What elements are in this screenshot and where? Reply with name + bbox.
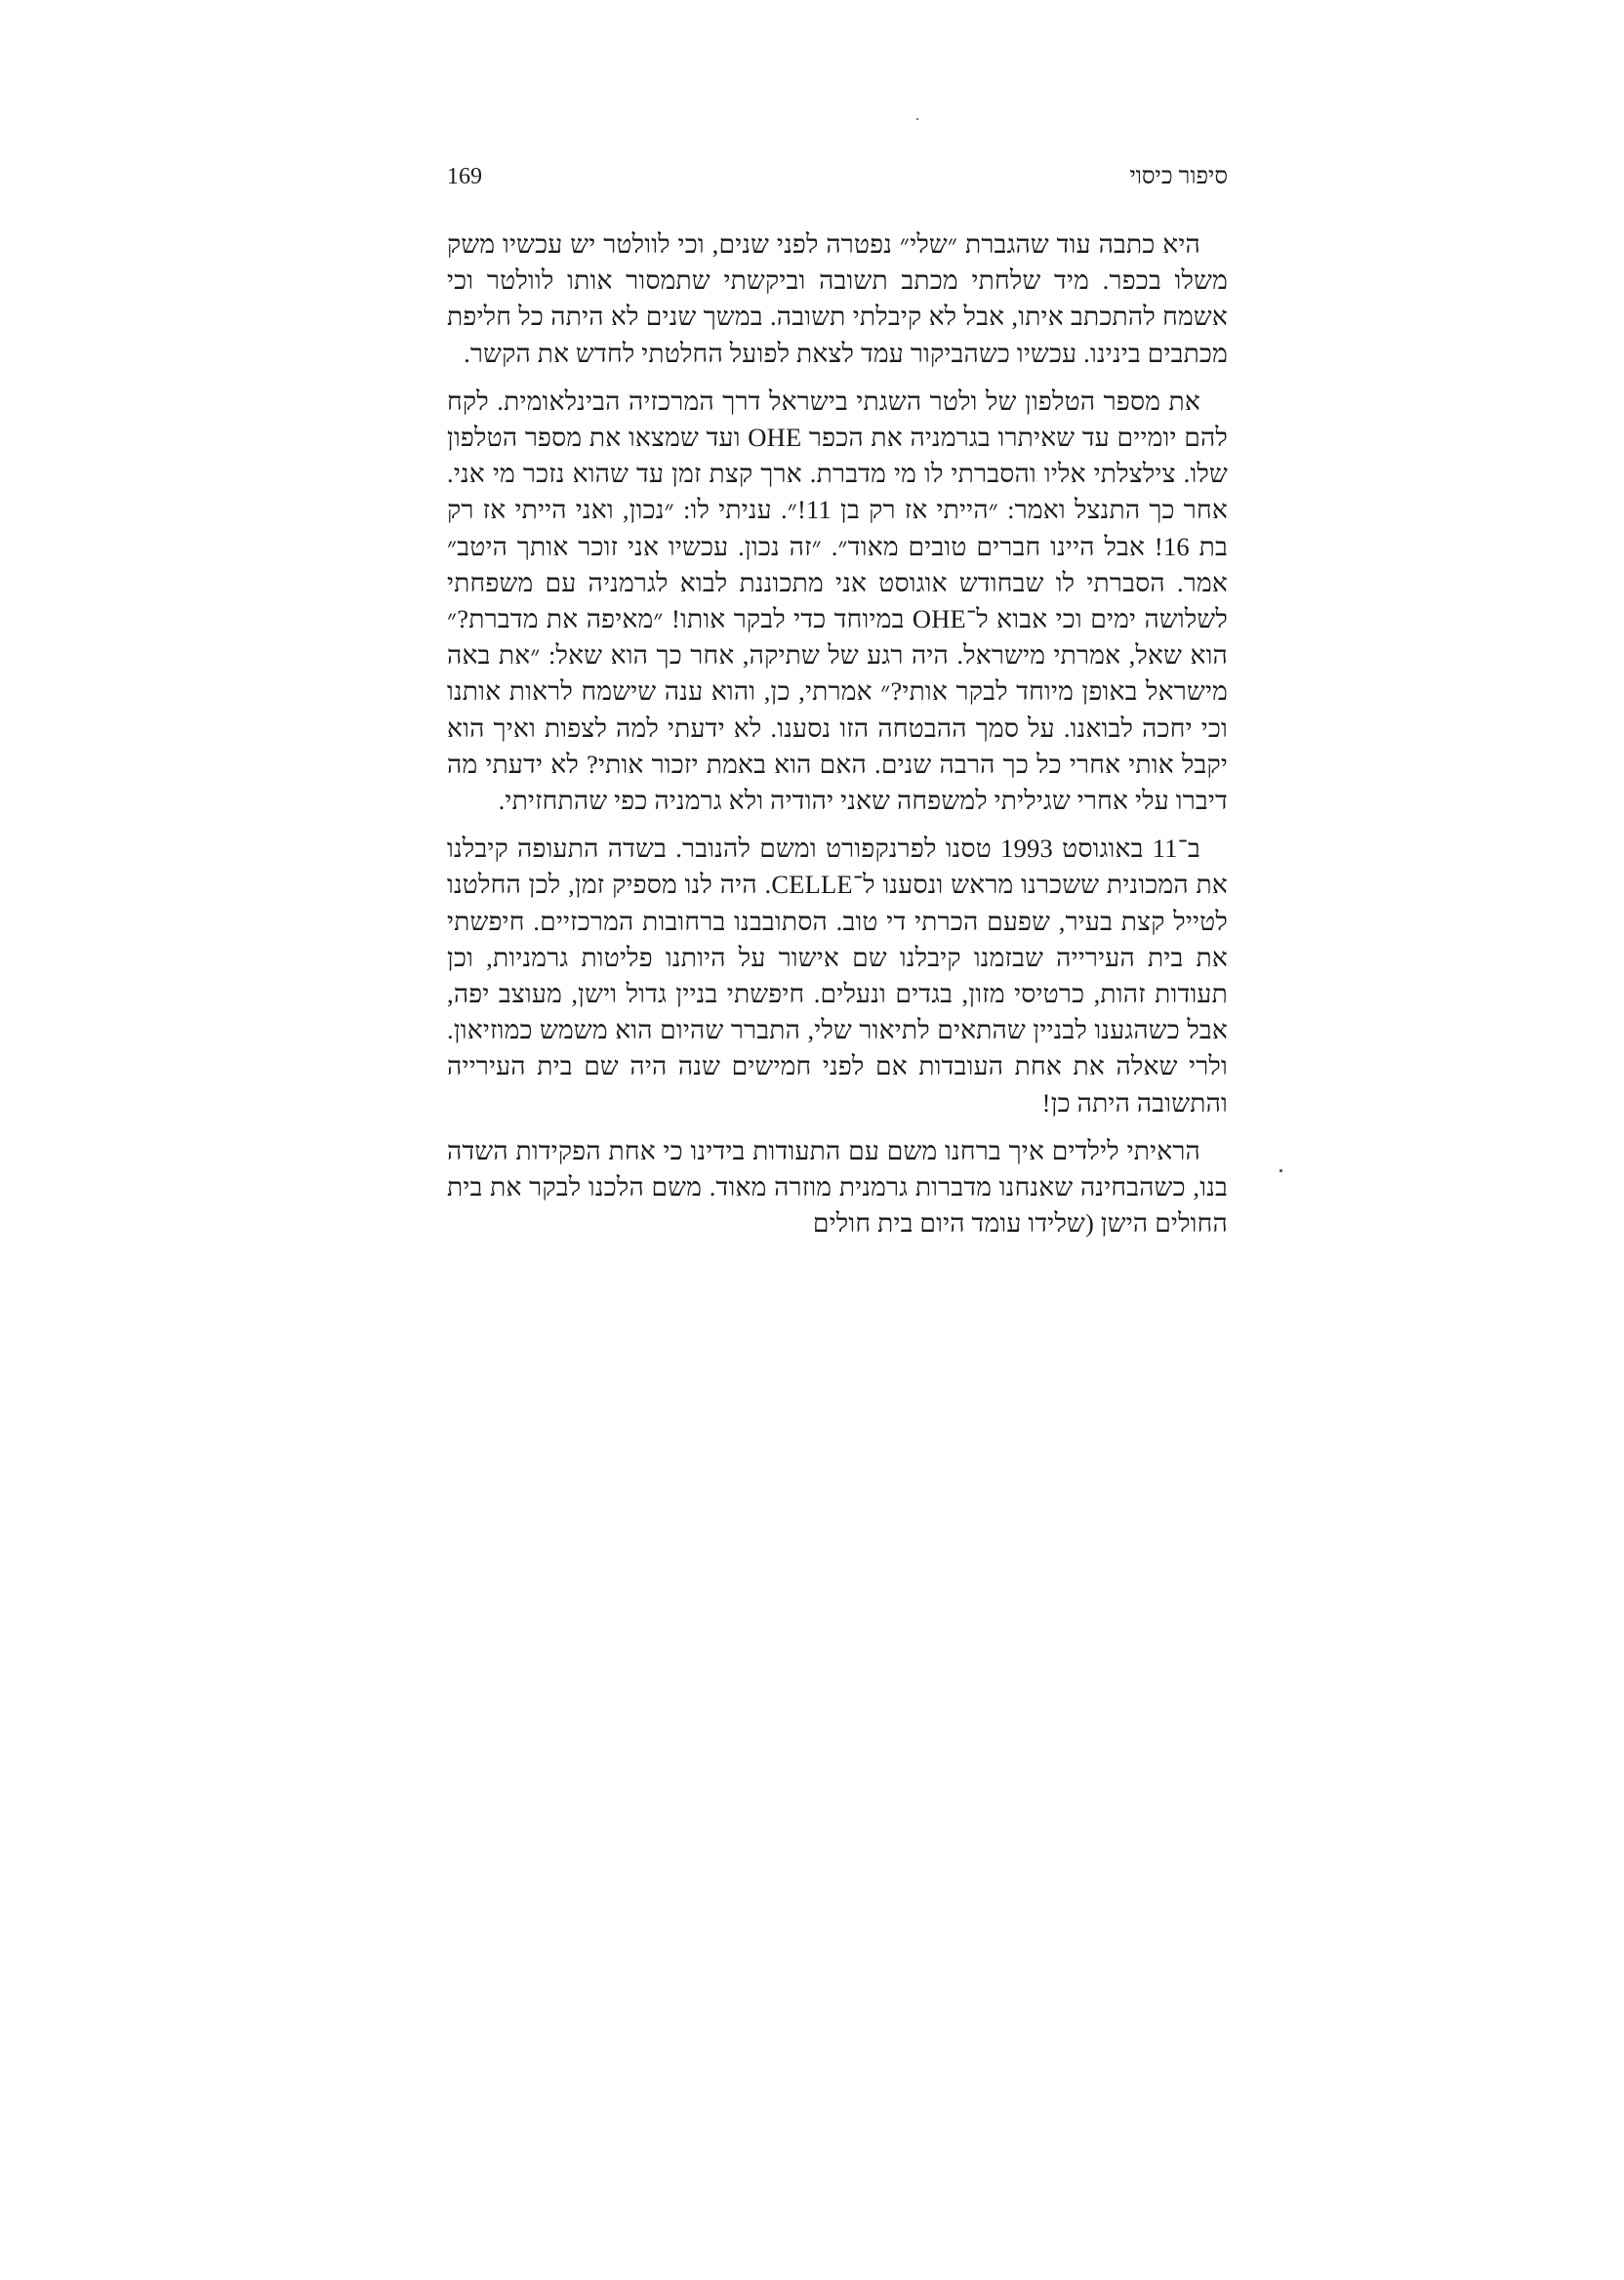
running-head: סיפור כיסוי <box>1129 164 1228 189</box>
page-header <box>447 164 1228 203</box>
body-text <box>447 226 1228 1253</box>
paragraph-3: ב־11 באוגוסט 1993 טסנו לפרנקפורט ומשם להנובר. בשדה התעופה קיבלנו את המכונית ששכרנו מראש ונסענו ל־CELLE. היה לנו מספיק זמן, לכן החלטנו לטייל קצת בעיר, שפעם הכרתי די טוב. הסתובבנו ברחובות המרכזיים. חיפשתי את בית העירייה שבזמנו קיבלנו שם אישור על היותנו פליטות גרמניות, וכן תעודות זהות, כרטיסי מזון, בגדים ונעלים. חיפשתי בניין גדול וישן, מעוצב יפה, אבל כשהגענו לבניין שהתאים לתיאור שלי, התברר שהיום הוא משמש כמוזיאון. ולרי שאלה את אחת העובדות אם לפני חמישים שנה היה שם בית העירייה והתשובה היתה כן! <box>447 834 1228 1118</box>
scan-mark <box>1279 1169 1282 1172</box>
paragraph-4: הראיתי לילדים איך ברחנו משם עם התעודות בידינו כי אחת הפקידות השדה בנו, כשהבחינה שאנחנו מדברות גרמנית מוזרה מאוד. משם הלכנו לבקר את בית החולים הישן (שלידו עומד היום בית חולים <box>447 1135 1228 1239</box>
paragraph-1: היא כתבה עוד שהגברת ״שלי״ נפטרה לפני שנים, וכי לוולטר יש עכשיו משק משלו בכפר. מיד שלחתי מכתב תשובה וביקשתי שתמסור אותו לוולטר וכי אשמח להתכתב איתו, אבל לא קיבלתי תשובה. במשך שנים לא היתה כל חליפת מכתבים בינינו. עכשיו כשהביקור עמד לצאת לפועל החלטתי לחדש את הקשר. <box>447 229 1228 368</box>
paragraph-2: את מספר הטלפון של ולטר השגתי בישראל דרך המרכזיה הבינלאומית. לקח להם יומיים עד שאיתרו בגרמניה את הכפר OHE ועד שמצאו את מספר הטלפון שלו. צילצלתי אליו והסברתי לו מי מדברת. ארך קצת זמן עד שהוא נזכר מי אני. אחר כך התנצל ואמר: ״הייתי אז רק בן 11!״. עניתי לו: ״נכון, ואני הייתי אז רק בת 16! אבל היינו חברים טובים מאוד״. ״זה נכון. עכשיו אני זוכר אותך היטב״ אמר. הסברתי לו שבחודש אוגוסט אני מתכוננת לבוא לגרמניה עם משפחתי לשלושה ימים וכי אבוא ל־OHE במיוחד כדי לבקר אותו! ״מאיפה את מדברת?״ הוא שאל, אמרתי מישראל. היה רגע של שתיקה, אחר כך הוא שאל: ״את באה מישראל באופן מיוחד לבקר אותי?״ אמרתי, כן, והוא ענה שישמח לראות אותנו וכי יחכה לבואנו. על סמך ההבטחה הזו נסענו. לא ידעתי למה לצפות ואיך הוא יקבל אותי אחרי כל כך הרבה שנים. האם הוא באמת יזכור אותי? לא ידעתי מה דיברו עלי אחרי שגיליתי למשפחה שאני יהודיה ולא גרמניה כפי שהתחזיתי. <box>447 386 1228 816</box>
page-number: 169 <box>447 164 482 189</box>
scan-speck <box>916 118 918 120</box>
